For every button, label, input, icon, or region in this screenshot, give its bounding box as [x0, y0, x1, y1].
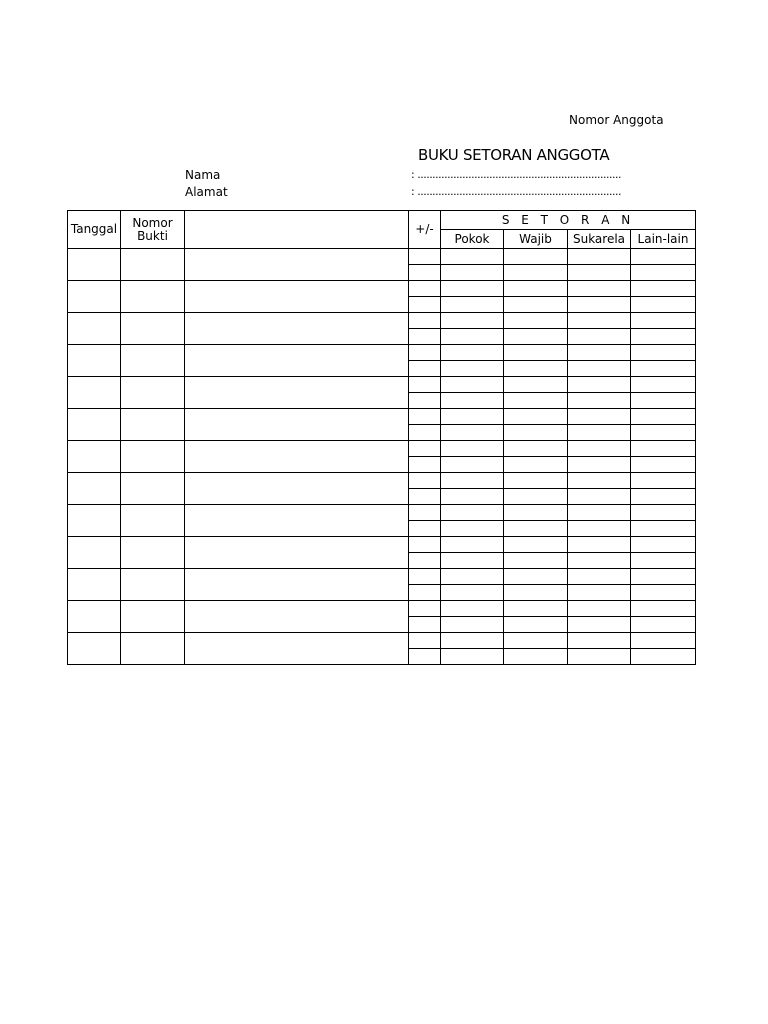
cell-wajib[interactable]: [504, 633, 568, 649]
cell-keterangan[interactable]: [185, 537, 409, 569]
cell-wajib[interactable]: [504, 313, 568, 329]
table-row: [68, 633, 696, 649]
cell-plus-minus[interactable]: [409, 569, 441, 585]
cell-pokok[interactable]: [441, 409, 504, 425]
cell-lain-lain[interactable]: [631, 361, 696, 377]
table-row: [68, 537, 696, 553]
cell-lain-lain[interactable]: [631, 569, 696, 585]
cell-lain-lain[interactable]: [631, 537, 696, 553]
table-row: [68, 441, 696, 457]
cell-nomor-bukti[interactable]: [121, 601, 185, 633]
cell-wajib[interactable]: [504, 409, 568, 425]
cell-keterangan[interactable]: [185, 249, 409, 281]
cell-nomor-bukti[interactable]: [121, 441, 185, 473]
cell-pokok[interactable]: [441, 505, 504, 521]
cell-lain-lain[interactable]: [631, 489, 696, 505]
cell-pokok[interactable]: [441, 329, 504, 345]
table-row: [68, 473, 696, 489]
cell-sukarela[interactable]: [568, 601, 631, 617]
cell-pokok[interactable]: [441, 377, 504, 393]
cell-tanggal[interactable]: [68, 601, 121, 633]
cell-keterangan[interactable]: [185, 505, 409, 537]
nama-field[interactable]: : ....................................................................: [411, 168, 621, 181]
cell-pokok[interactable]: [441, 553, 504, 569]
cell-sukarela[interactable]: [568, 297, 631, 313]
cell-plus-minus[interactable]: [409, 377, 441, 393]
cell-tanggal[interactable]: [68, 281, 121, 313]
cell-sukarela[interactable]: [568, 425, 631, 441]
table-row: [68, 281, 696, 297]
cell-plus-minus[interactable]: [409, 537, 441, 553]
cell-tanggal[interactable]: [68, 313, 121, 345]
cell-lain-lain[interactable]: [631, 441, 696, 457]
cell-sukarela[interactable]: [568, 537, 631, 553]
alamat-field[interactable]: : ....................................................................: [411, 185, 621, 198]
cell-sukarela[interactable]: [568, 489, 631, 505]
header-setoran: S E T O R A N: [441, 211, 696, 230]
cell-wajib[interactable]: [504, 553, 568, 569]
table-row: [68, 505, 696, 521]
table-row: [68, 377, 696, 393]
cell-keterangan[interactable]: [185, 441, 409, 473]
cell-tanggal[interactable]: [68, 569, 121, 601]
cell-plus-minus[interactable]: [409, 457, 441, 473]
cell-wajib[interactable]: [504, 393, 568, 409]
cell-tanggal[interactable]: [68, 537, 121, 569]
cell-plus-minus[interactable]: [409, 345, 441, 361]
cell-plus-minus[interactable]: [409, 601, 441, 617]
table-row: [68, 569, 696, 585]
header-tanggal: Tanggal: [68, 211, 121, 249]
cell-wajib[interactable]: [504, 473, 568, 489]
cell-nomor-bukti[interactable]: [121, 409, 185, 441]
cell-plus-minus[interactable]: [409, 297, 441, 313]
cell-sukarela[interactable]: [568, 457, 631, 473]
cell-pokok[interactable]: [441, 649, 504, 665]
cell-wajib[interactable]: [504, 521, 568, 537]
cell-nomor-bukti[interactable]: [121, 345, 185, 377]
cell-wajib[interactable]: [504, 297, 568, 313]
cell-wajib[interactable]: [504, 649, 568, 665]
cell-lain-lain[interactable]: [631, 329, 696, 345]
cell-sukarela[interactable]: [568, 505, 631, 521]
setoran-table: [67, 210, 696, 665]
cell-pokok[interactable]: [441, 313, 504, 329]
cell-pokok[interactable]: [441, 441, 504, 457]
cell-pokok[interactable]: [441, 633, 504, 649]
cell-lain-lain[interactable]: [631, 553, 696, 569]
cell-sukarela[interactable]: [568, 473, 631, 489]
cell-lain-lain[interactable]: [631, 297, 696, 313]
cell-wajib[interactable]: [504, 457, 568, 473]
cell-keterangan[interactable]: [185, 377, 409, 409]
cell-lain-lain[interactable]: [631, 521, 696, 537]
cell-nomor-bukti[interactable]: [121, 537, 185, 569]
cell-tanggal[interactable]: [68, 633, 121, 665]
cell-sukarela[interactable]: [568, 617, 631, 633]
cell-wajib[interactable]: [504, 361, 568, 377]
cell-wajib[interactable]: [504, 249, 568, 265]
cell-keterangan[interactable]: [185, 281, 409, 313]
cell-pokok[interactable]: [441, 601, 504, 617]
cell-nomor-bukti[interactable]: [121, 633, 185, 665]
cell-plus-minus[interactable]: [409, 409, 441, 425]
cell-lain-lain[interactable]: [631, 265, 696, 281]
page-title: BUKU SETORAN ANGGOTA: [418, 146, 610, 164]
cell-plus-minus[interactable]: [409, 489, 441, 505]
cell-lain-lain[interactable]: [631, 505, 696, 521]
cell-keterangan[interactable]: [185, 313, 409, 345]
cell-wajib[interactable]: [504, 281, 568, 297]
cell-pokok[interactable]: [441, 345, 504, 361]
cell-lain-lain[interactable]: [631, 633, 696, 649]
cell-plus-minus[interactable]: [409, 633, 441, 649]
cell-sukarela[interactable]: [568, 249, 631, 265]
cell-lain-lain[interactable]: [631, 473, 696, 489]
cell-sukarela[interactable]: [568, 633, 631, 649]
cell-sukarela[interactable]: [568, 569, 631, 585]
alamat-label: Alamat: [185, 185, 228, 199]
cell-plus-minus[interactable]: [409, 473, 441, 489]
cell-lain-lain[interactable]: [631, 409, 696, 425]
cell-plus-minus[interactable]: [409, 649, 441, 665]
cell-wajib[interactable]: [504, 441, 568, 457]
cell-pokok[interactable]: [441, 425, 504, 441]
cell-wajib[interactable]: [504, 537, 568, 553]
cell-pokok[interactable]: [441, 585, 504, 601]
header-nomor-bukti: [121, 211, 185, 249]
cell-plus-minus[interactable]: [409, 393, 441, 409]
cell-nomor-bukti[interactable]: [121, 377, 185, 409]
cell-tanggal[interactable]: [68, 249, 121, 281]
header-lain-lain: Lain-lain: [631, 230, 696, 249]
cell-sukarela[interactable]: [568, 329, 631, 345]
cell-wajib[interactable]: [504, 265, 568, 281]
table-row: [68, 249, 696, 265]
cell-lain-lain[interactable]: [631, 617, 696, 633]
cell-lain-lain[interactable]: [631, 393, 696, 409]
cell-lain-lain[interactable]: [631, 425, 696, 441]
cell-nomor-bukti[interactable]: [121, 249, 185, 281]
cell-keterangan[interactable]: [185, 409, 409, 441]
cell-sukarela[interactable]: [568, 281, 631, 297]
cell-pokok[interactable]: [441, 457, 504, 473]
cell-nomor-bukti[interactable]: [121, 281, 185, 313]
table-row: [68, 601, 696, 617]
table-row: [68, 409, 696, 425]
cell-lain-lain[interactable]: [631, 313, 696, 329]
cell-sukarela[interactable]: [568, 313, 631, 329]
cell-pokok[interactable]: [441, 617, 504, 633]
cell-sukarela[interactable]: [568, 345, 631, 361]
cell-pokok[interactable]: [441, 569, 504, 585]
cell-pokok[interactable]: [441, 361, 504, 377]
cell-keterangan[interactable]: [185, 473, 409, 505]
cell-nomor-bukti[interactable]: [121, 505, 185, 537]
cell-pokok[interactable]: [441, 265, 504, 281]
cell-lain-lain[interactable]: [631, 457, 696, 473]
cell-plus-minus[interactable]: [409, 361, 441, 377]
cell-wajib[interactable]: [504, 617, 568, 633]
cell-pokok[interactable]: [441, 473, 504, 489]
header-pokok: Pokok: [441, 230, 504, 249]
cell-tanggal[interactable]: [68, 505, 121, 537]
cell-sukarela[interactable]: [568, 265, 631, 281]
cell-sukarela[interactable]: [568, 649, 631, 665]
table-row: [68, 313, 696, 329]
cell-plus-minus[interactable]: [409, 249, 441, 265]
cell-plus-minus[interactable]: [409, 329, 441, 345]
cell-sukarela[interactable]: [568, 521, 631, 537]
cell-lain-lain[interactable]: [631, 345, 696, 361]
cell-keterangan[interactable]: [185, 633, 409, 665]
cell-plus-minus[interactable]: [409, 617, 441, 633]
cell-plus-minus[interactable]: [409, 265, 441, 281]
header-wajib: Wajib: [504, 230, 568, 249]
cell-plus-minus[interactable]: [409, 425, 441, 441]
cell-plus-minus[interactable]: [409, 281, 441, 297]
cell-wajib[interactable]: [504, 585, 568, 601]
cell-lain-lain[interactable]: [631, 585, 696, 601]
header-keterangan: [185, 211, 409, 249]
cell-plus-minus[interactable]: [409, 553, 441, 569]
cell-sukarela[interactable]: [568, 585, 631, 601]
cell-sukarela[interactable]: [568, 361, 631, 377]
cell-wajib[interactable]: [504, 345, 568, 361]
table-row: [68, 345, 696, 361]
cell-pokok[interactable]: [441, 297, 504, 313]
cell-sukarela[interactable]: [568, 441, 631, 457]
header-nomor-bukti-line2: Bukti: [137, 228, 168, 243]
cell-tanggal[interactable]: [68, 473, 121, 505]
header-plus-minus: +/-: [409, 211, 441, 249]
cell-tanggal[interactable]: [68, 377, 121, 409]
cell-pokok[interactable]: [441, 249, 504, 265]
cell-wajib[interactable]: [504, 425, 568, 441]
header-sukarela: Sukarela: [568, 230, 631, 249]
cell-wajib[interactable]: [504, 489, 568, 505]
cell-lain-lain[interactable]: [631, 249, 696, 265]
cell-pokok[interactable]: [441, 489, 504, 505]
cell-plus-minus[interactable]: [409, 585, 441, 601]
cell-lain-lain[interactable]: [631, 649, 696, 665]
cell-plus-minus[interactable]: [409, 441, 441, 457]
header-nomor-bukti-line1: Nomor: [132, 215, 173, 230]
cell-plus-minus[interactable]: [409, 505, 441, 521]
nomor-anggota-label: Nomor Anggota: [569, 113, 664, 127]
cell-wajib[interactable]: [504, 377, 568, 393]
cell-sukarela[interactable]: [568, 553, 631, 569]
cell-keterangan[interactable]: [185, 345, 409, 377]
cell-keterangan[interactable]: [185, 601, 409, 633]
cell-nomor-bukti[interactable]: [121, 569, 185, 601]
cell-wajib[interactable]: [504, 569, 568, 585]
cell-wajib[interactable]: [504, 505, 568, 521]
cell-sukarela[interactable]: [568, 393, 631, 409]
cell-keterangan[interactable]: [185, 569, 409, 601]
cell-pokok[interactable]: [441, 393, 504, 409]
cell-tanggal[interactable]: [68, 345, 121, 377]
cell-pokok[interactable]: [441, 537, 504, 553]
cell-tanggal[interactable]: [68, 441, 121, 473]
nama-label: Nama: [185, 168, 221, 182]
cell-plus-minus[interactable]: [409, 313, 441, 329]
cell-plus-minus[interactable]: [409, 521, 441, 537]
cell-sukarela[interactable]: [568, 377, 631, 393]
cell-sukarela[interactable]: [568, 409, 631, 425]
cell-pokok[interactable]: [441, 281, 504, 297]
cell-wajib[interactable]: [504, 601, 568, 617]
cell-lain-lain[interactable]: [631, 281, 696, 297]
cell-nomor-bukti[interactable]: [121, 313, 185, 345]
cell-tanggal[interactable]: [68, 409, 121, 441]
cell-wajib[interactable]: [504, 329, 568, 345]
cell-nomor-bukti[interactable]: [121, 473, 185, 505]
cell-pokok[interactable]: [441, 521, 504, 537]
cell-lain-lain[interactable]: [631, 377, 696, 393]
table-body: [68, 249, 696, 665]
cell-lain-lain[interactable]: [631, 601, 696, 617]
